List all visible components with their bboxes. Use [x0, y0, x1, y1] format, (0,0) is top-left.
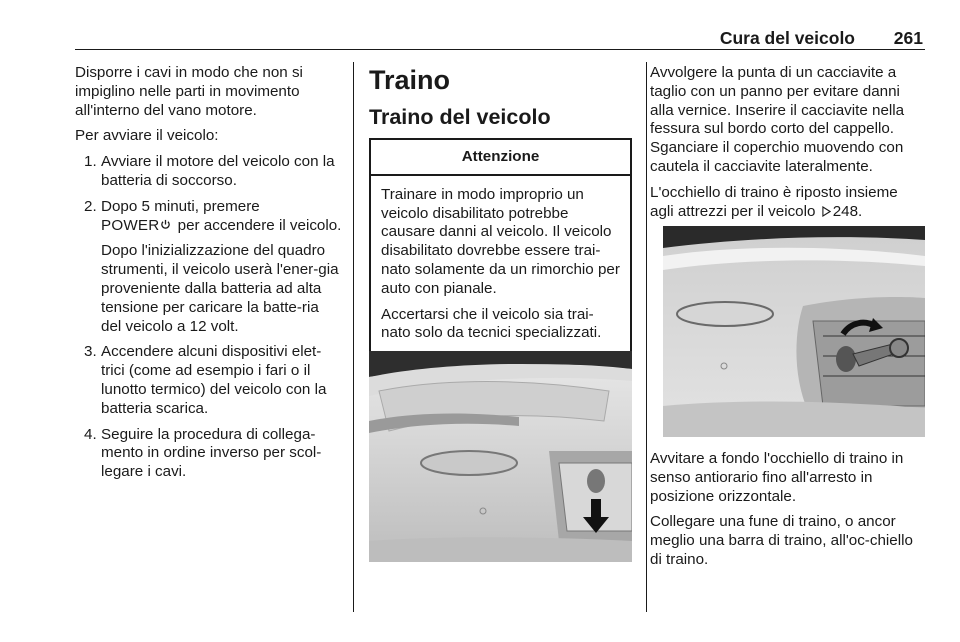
step-text: Dopo 5 minuti, premere — [101, 197, 260, 215]
step-note: Dopo l'inizializzazione del quadro strumenti, il veicolo userà l'ener-gia proveniente dalla batteria ad alta tensione per caricare la batte-ria del veicolo a 12 volt. — [101, 242, 339, 335]
steps-list — [75, 153, 343, 482]
warning-text: Trainare in modo improprio un veicolo disabilitato potrebbe causare danni al veicolo. Il veicolo disabilitato dovrebbe essere trai-nato solamente da un rimorchio per auto con pianale. — [381, 185, 620, 297]
list-item — [75, 426, 343, 482]
section-title: Cura del veicolo — [719, 28, 855, 48]
intro-paragraph: Disporre i cavi in modo che non si impiglino nelle parti in movimento all'interno del vano motore. — [75, 64, 303, 119]
list-item — [75, 198, 343, 337]
step-text: Avviare il motore del veicolo con la batteria di soccorso. — [101, 153, 335, 189]
page-header — [75, 24, 925, 48]
instruction-paragraph: Avvitare a fondo l'occhiello di traino in senso antiorario fino all'arresto in posizione orizzontale. — [650, 450, 904, 505]
header-rule — [75, 49, 925, 50]
instruction-paragraph — [650, 184, 925, 222]
page-number: 261 — [893, 28, 923, 48]
step-number: 1. — [84, 153, 97, 171]
step-number: 2. — [84, 197, 97, 215]
after-figure-text — [650, 450, 925, 577]
warning-text: Accertarsi che il veicolo sia trai-nato solo da tecnici specializzati. — [381, 305, 602, 342]
warning-body — [371, 176, 630, 352]
warning-box — [369, 138, 632, 354]
page-reference-icon — [822, 206, 831, 217]
page-reference: 248. — [832, 202, 863, 220]
tow-eye-location-text: L'occhiello di traino è riposto insieme agli attrezzi per il veicolo — [650, 183, 898, 220]
tow-eye-install-illustration — [663, 226, 925, 437]
step-number: 4. — [84, 425, 97, 443]
instruction-paragraph: Collegare una fune di traino, o ancor meglio una barra di traino, all'oc-chiello di traino. — [650, 513, 913, 568]
power-label: POWER — [101, 216, 160, 234]
list-item — [75, 343, 343, 418]
step-text-cont: per accendere il veicolo. — [177, 216, 342, 234]
warning-title: Attenzione — [371, 140, 630, 176]
subsection-heading: Traino del veicolo — [369, 105, 551, 129]
section-heading: Traino — [369, 65, 451, 95]
column-divider-1 — [353, 62, 354, 612]
instruction-paragraph: Avvolgere la punta di un cacciavite a taglio con un panno per evitare danni alla vernice. Inserire il cacciavite nella fessura sul bordo corto del cappello. Sganciare il coperchio muovendo con cautela il cacciavite lateralmente. — [650, 64, 905, 175]
step-text: Seguire la procedura di collega-mento in ordine inverso per scol-legare i cavi. — [101, 425, 322, 481]
start-label: Per avviare il veicolo: — [75, 127, 219, 145]
column-divider-2 — [646, 62, 647, 612]
bumper-cover-removal-illustration — [369, 351, 632, 562]
step-text: Accendere alcuni dispositivi elet-trici (come ad esempio i fari o il lunotto termico) del veicolo con la batteria scarica. — [101, 343, 327, 417]
list-item — [75, 153, 343, 191]
column-2 — [369, 64, 632, 354]
step-number: 3. — [84, 343, 97, 361]
power-icon — [160, 219, 171, 230]
column-1 — [75, 64, 343, 489]
column-3 — [650, 64, 925, 568]
